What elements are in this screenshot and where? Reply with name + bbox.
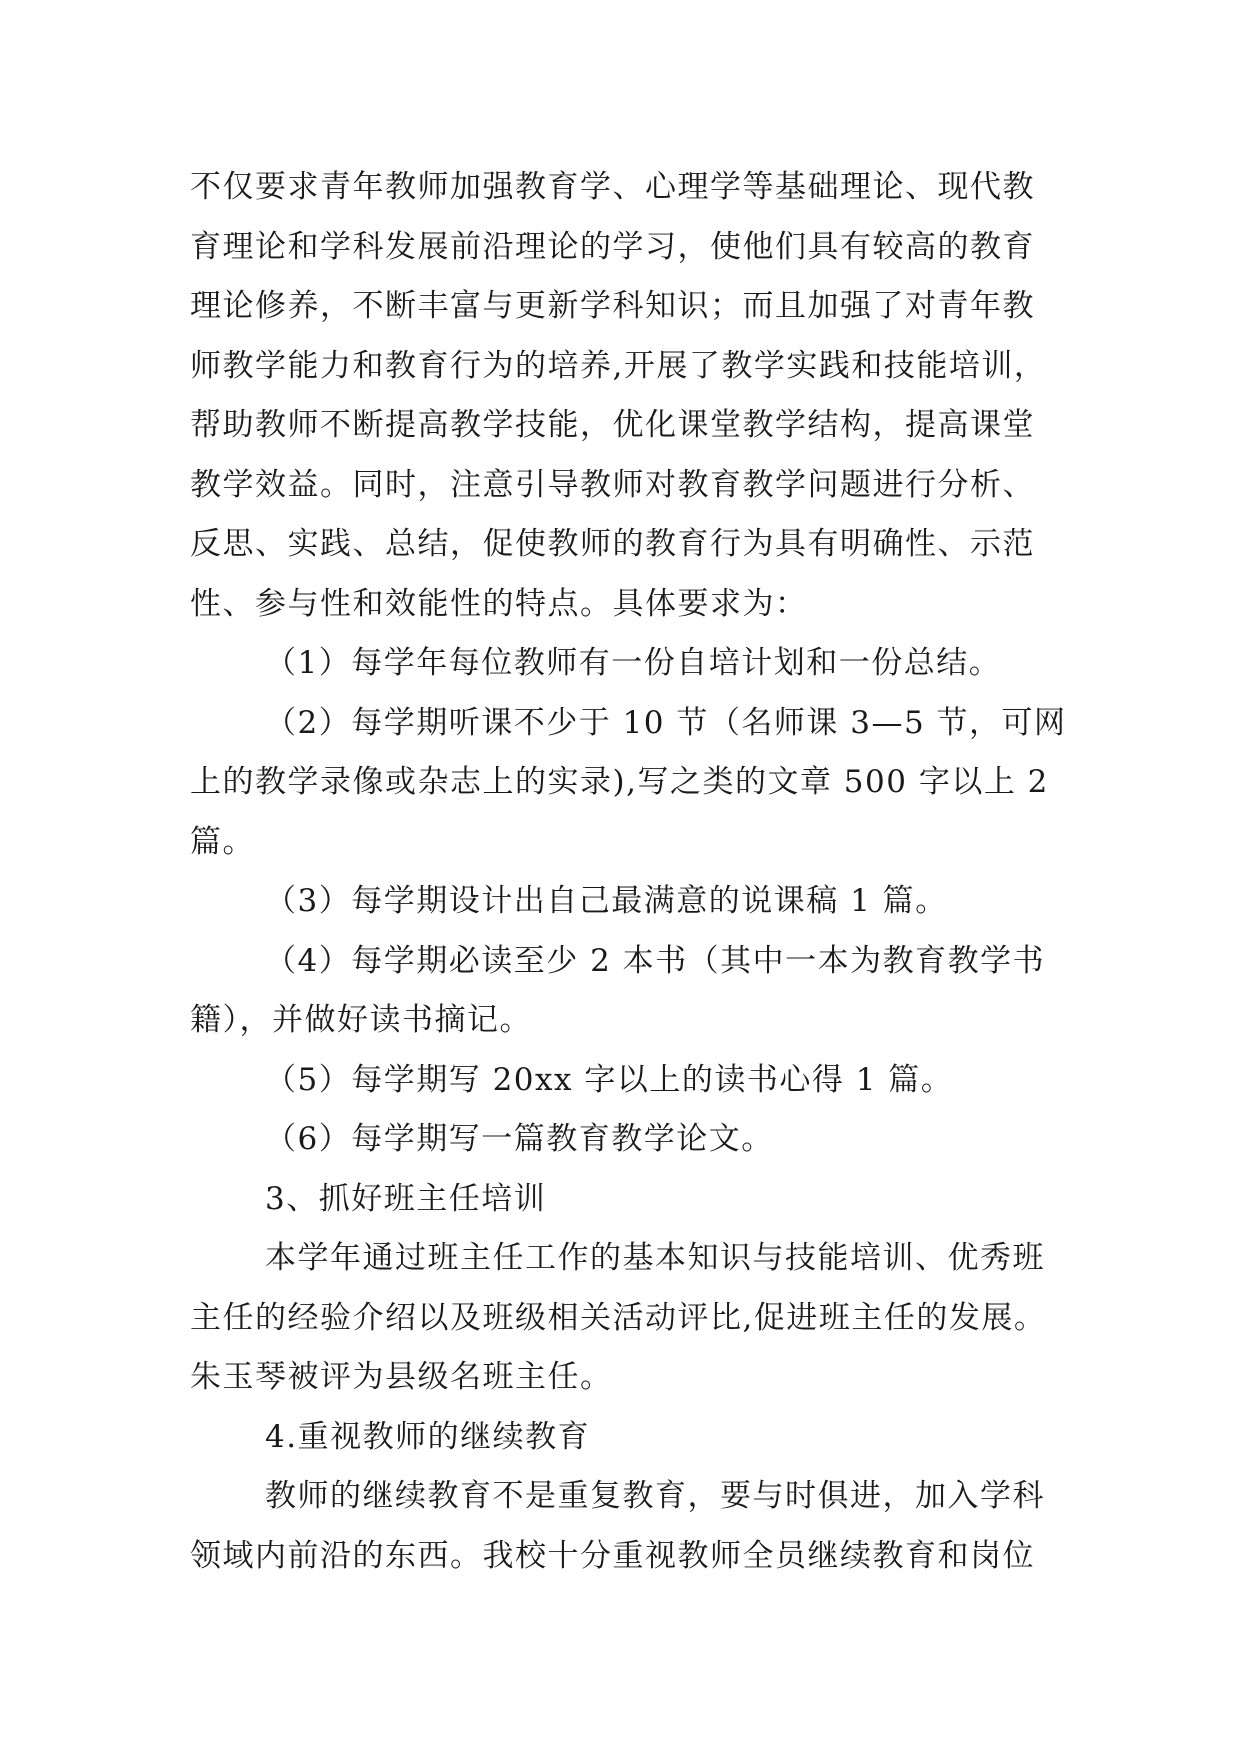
document-body [190,158,1067,1586]
list-item: （6）每学期写一篇教育教学论文。 [265,1121,774,1157]
list-item: （5）每学期写 20xx 字以上的读书心得 1 篇。 [265,1061,954,1098]
text-line: 朱玉琴被评为县级名班主任。 [190,1359,613,1395]
text-line: 性、参与性和效能性的特点。具体要求为： [190,585,808,622]
section-heading: 3、抓好班主任培训 [265,1180,547,1217]
text-line: 反思、实践、总结，促使教师的教育行为具有明确性、示范 [190,526,1035,562]
text-line: 上的教学录像或杂志上的实录),写之类的文章 500 字以上 2 [190,764,1049,800]
list-item: （2）每学期听课不少于 10 节（名师课 3—5 节，可网 [265,704,1067,741]
text-line: 篇。 [190,823,255,860]
paragraph-start: 本学年通过班主任工作的基本知识与技能培训、优秀班 [265,1240,1045,1276]
text-line: 主任的经验介绍以及班级相关活动评比,促进班主任的发展。 [190,1299,1047,1336]
list-item: （4）每学期必读至少 2 本书（其中一本为教育教学书 [265,942,1046,979]
paragraph-start: 教师的继续教育不是重复教育，要与时俱进，加入学科 [265,1478,1045,1514]
section-heading: 4.重视教师的继续教育 [265,1418,591,1455]
text-line: 理论修养，不断丰富与更新学科知识；而且加强了对青年教 [190,288,1035,324]
text-line: 教学效益。同时，注意引导教师对教育教学问题进行分析、 [190,466,1035,503]
list-item: （1）每学年每位教师有一份自培计划和一份总结。 [265,645,1002,681]
text-line: 不仅要求青年教师加强教育学、心理学等基础理论、现代教 [190,169,1035,205]
text-line: 师教学能力和教育行为的培养,开展了教学实践和技能培训， [190,347,1047,384]
text-line: 领域内前沿的东西。我校十分重视教师全员继续教育和岗位 [190,1537,1035,1574]
text-line: 帮助教师不断提高教学技能，优化课堂教学结构，提高课堂 [190,407,1035,443]
text-line: 育理论和学科发展前沿理论的学习，使他们具有较高的教育 [190,228,1035,265]
list-item: （3）每学期设计出自己最满意的说课稿 1 篇。 [265,883,948,919]
text-line: 籍），并做好读书摘记。 [190,1002,532,1038]
